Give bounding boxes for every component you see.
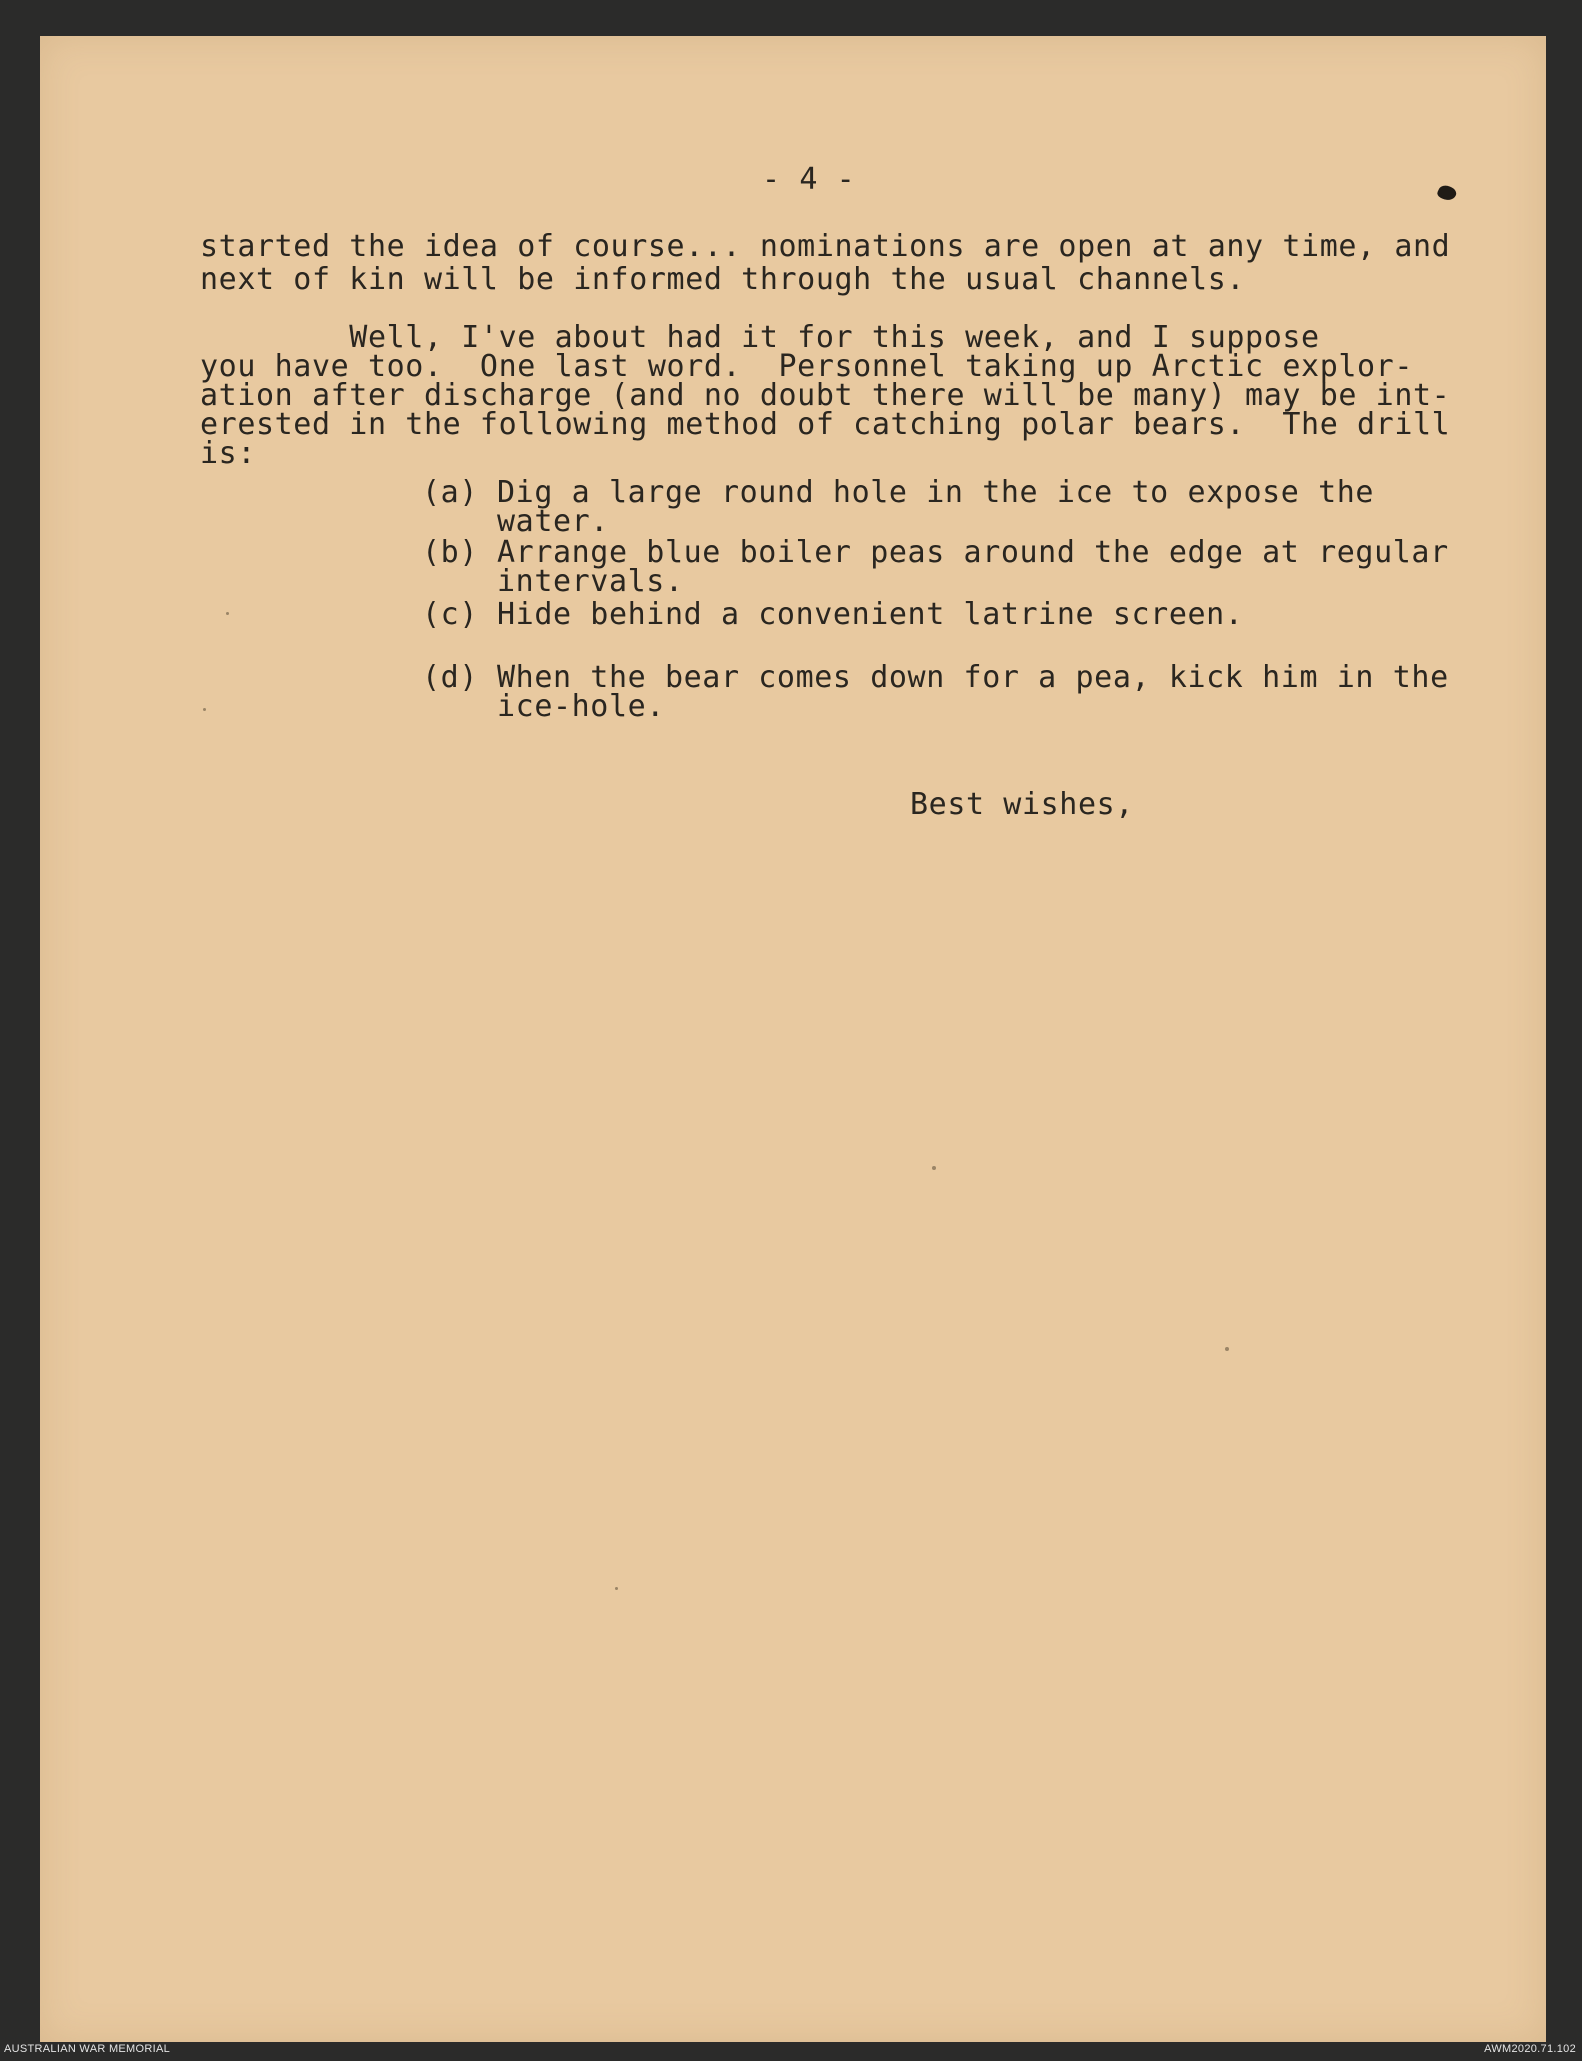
drill-step-a-label: (a)	[422, 475, 478, 510]
paper-speck	[615, 1587, 618, 1590]
drill-step-d-label: (d)	[422, 660, 478, 695]
reference-number: AWM2020.71.102	[1484, 2043, 1576, 2055]
paragraph-1	[200, 230, 1450, 296]
drill-step-c-label: (c)	[422, 597, 478, 632]
drill-step-line: When the bear comes down for a pea, kick him in the	[497, 660, 1449, 695]
drill-step-b-text	[497, 535, 1449, 599]
paragraph-2	[200, 320, 1451, 471]
closing-salutation: Best wishes,	[910, 787, 1134, 822]
drill-step-line: water.	[497, 504, 609, 539]
ink-blot	[1436, 183, 1458, 203]
paper-speck	[226, 612, 229, 615]
drill-step-line: Hide behind a convenient latrine screen.	[497, 597, 1244, 632]
drill-step-line: Dig a large round hole in the ice to expose the	[497, 475, 1375, 510]
page-number: - 4 -	[762, 162, 856, 197]
drill-step-line: ice-hole.	[497, 689, 665, 724]
paragraph-2-line: you have too. One last word. Personnel taking up Arctic explor-	[200, 349, 1413, 384]
drill-step-c-text	[497, 597, 1244, 632]
institution-label: AUSTRALIAN WAR MEMORIAL	[4, 2043, 171, 2055]
drill-step-d-text	[497, 660, 1449, 724]
paragraph-1-line: next of kin will be informed through the usual channels.	[200, 262, 1246, 297]
drill-step-line: Arrange blue boiler peas around the edge at regular	[497, 535, 1449, 570]
paper-speck	[932, 1166, 936, 1170]
paper-speck	[1225, 1347, 1229, 1351]
drill-step-b-label: (b)	[422, 535, 478, 570]
drill-step-line: intervals.	[497, 564, 684, 599]
paragraph-2-line: Well, I've about had it for this week, and I suppose	[200, 320, 1320, 355]
paper-speck	[203, 708, 206, 711]
paragraph-2-line: ation after discharge (and no doubt there will be many) may be int-	[200, 378, 1451, 413]
paragraph-2-line: erested in the following method of catching polar bears. The drill	[200, 407, 1451, 442]
paragraph-1-line: started the idea of course... nominations are open at any time, and	[200, 229, 1451, 264]
drill-step-a-text	[497, 475, 1375, 539]
paragraph-2-line: is:	[200, 436, 256, 471]
